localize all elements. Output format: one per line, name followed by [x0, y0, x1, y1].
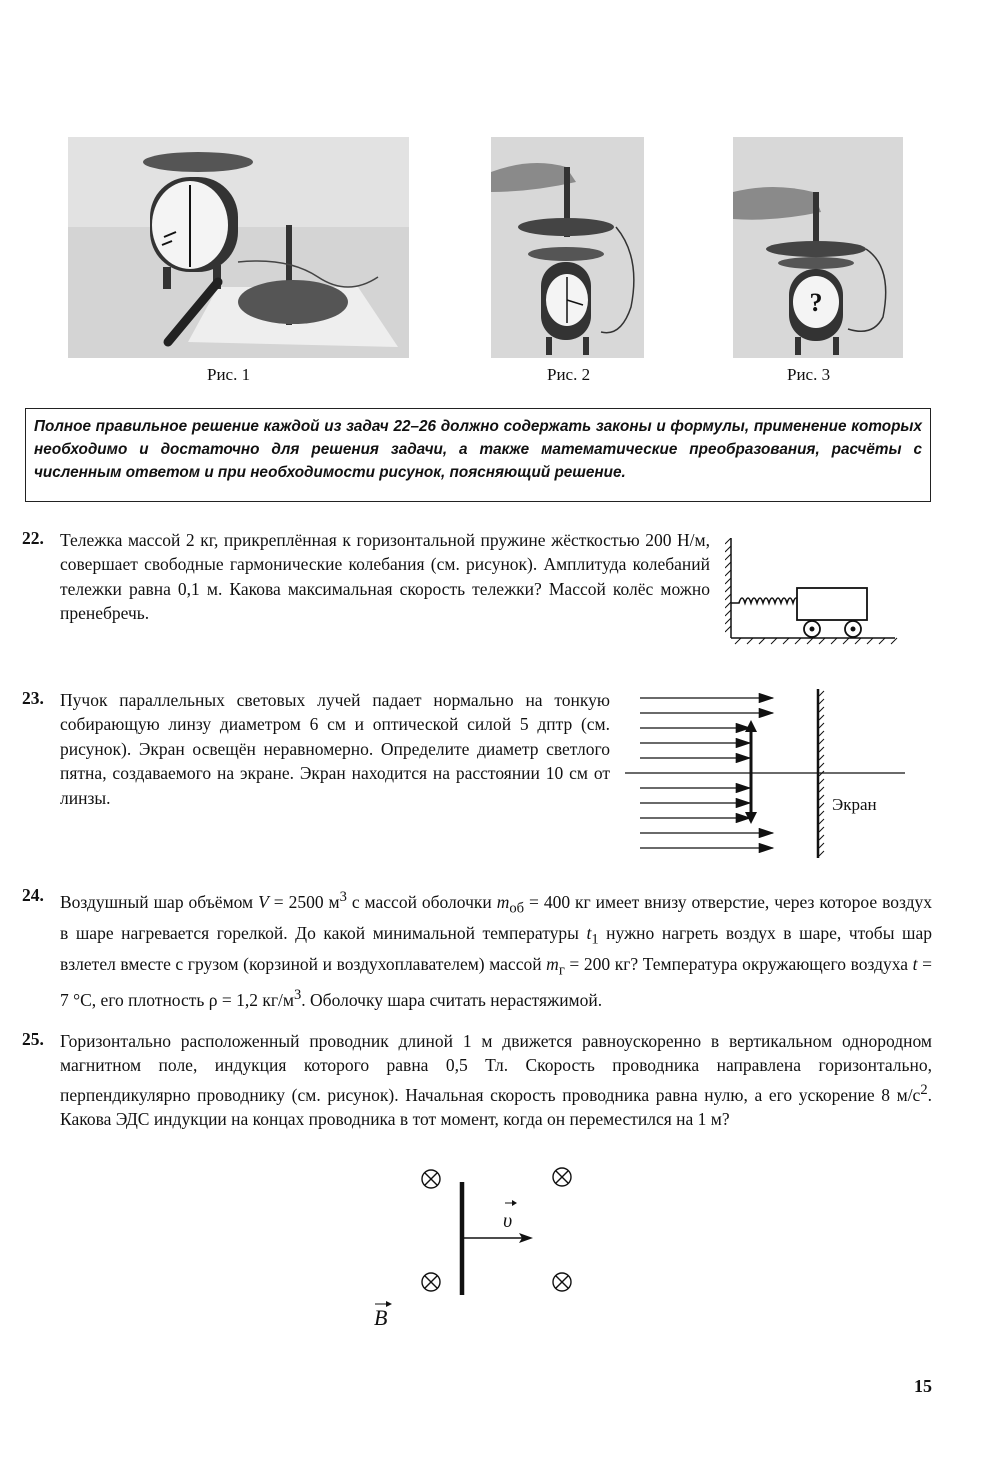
- figure-1-caption: Рис. 1: [207, 365, 251, 384]
- cart-body: [797, 588, 867, 620]
- figure-3-photo: [733, 137, 903, 358]
- figure-2-caption: Рис. 2: [547, 365, 591, 384]
- field-into-page-symbol-2: [553, 1168, 571, 1186]
- problem-24-number: 24.: [22, 885, 44, 905]
- question-mark: ?: [809, 288, 823, 317]
- problem-25-text: Горизонтально расположенный проводник длиной 1 м движется равноускоренно в вертикальном однородном магнитном поле, индукция которого равна 0,5 Тл. Скорость проводника направлена горизонтально, перпендикулярно проводнику (см. рисунок). Начальная скорость проводника равна нулю, а его ускорение 8 $м/с^2$. Какова ЭДС индукции на концах проводника в тот момент, когда он переместился на 1 м?: [60, 1031, 932, 1130]
- instructions-note: Полное правильное решение каждой из задач 22–26 должно содержать законы и формулы, применение которых необходимо и достаточно для решения задачи, а также математические преобразования, расчёты с численным ответом и при необходимости рисунок, поясняющий решение.: [25, 408, 931, 502]
- screen-label: Экран: [832, 795, 877, 814]
- lens-diagram: [625, 686, 910, 861]
- problem-23-text: Пучок параллельных световых лучей падает нормально на тонкую собирающую линзу диаметром 6 см и оптической силой 5 дптр (см. рисунок). Экран освещён неравномерно. Определите диаметр светлого пятна, создаваемого на экране. Экран находится на расстоянии 10 см от линзы.: [60, 690, 610, 808]
- problem-25-number: 25.: [22, 1029, 44, 1049]
- field-label: B: [374, 1305, 388, 1330]
- spring-cart-diagram: [725, 538, 905, 650]
- figure-2-photo: [491, 137, 644, 358]
- problem-22-number: 22.: [22, 528, 44, 548]
- figure-1-photo: [68, 137, 409, 358]
- field-into-page-symbol-3: [422, 1273, 440, 1291]
- problem-24-text: Воздушный шар объёмом V = 2500 $м^3$ с массой оболочки $m_{об} = 400$ кг имеет внизу отверстие, через которое воздух в шаре нагревается горелкой. До какой минимальной температуры $t_1$ нужно нагреть воздух в шаре, чтобы шар взлетел вместе с грузом (корзиной и воздухоплавателем) массой $m_г = 200$ кг? Температура окружающего воздуха t = 7 °С, его плотность ρ = 1,2 $кг/м^3$. Оболочку шара считать нерастяжимой.: [60, 889, 933, 1010]
- field-into-page-symbol-1: [422, 1170, 440, 1188]
- problem-22-text: Тележка массой 2 кг, прикреплённая к горизонтальной пружине жёсткостью 200 Н/м, совершает свободные гармонические колебания (см. рисунок). Амплитуда колебаний тележки равна 0,1 м. Какова максимальная скорость тележки? Массой колёс можно пренебречь.: [60, 530, 710, 624]
- spring: [731, 598, 799, 603]
- field-into-page-symbol-4: [553, 1273, 571, 1291]
- page-number: 15: [914, 1376, 932, 1396]
- converging-lens: [745, 720, 757, 824]
- velocity-label: υ: [503, 1210, 513, 1232]
- magnetic-field-diagram: [365, 1160, 585, 1335]
- figure-3-caption: Рис. 3: [787, 365, 831, 384]
- problem-23-number: 23.: [22, 688, 44, 708]
